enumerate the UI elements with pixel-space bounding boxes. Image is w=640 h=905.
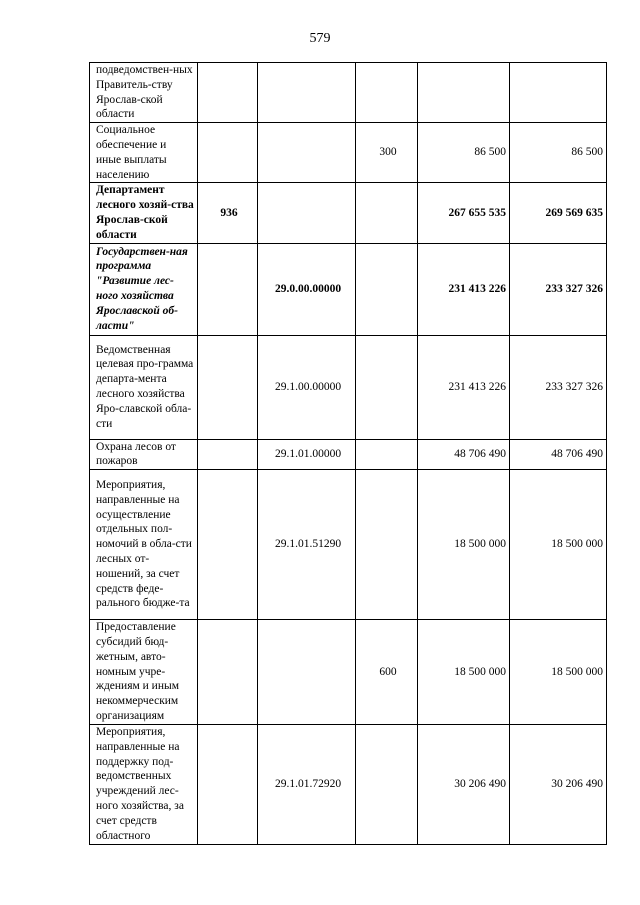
row-name: Социальное обеспечение и иные выплаты населению [90, 123, 198, 183]
row-name: Ведомственная целевая про-грамма департа-мента лесного хозяйства Яро-славской обла-сти [90, 335, 198, 439]
row-ministry-code [198, 620, 258, 725]
row-amount-2: 86 500 [510, 123, 607, 183]
row-amount-1: 30 206 490 [418, 724, 510, 844]
row-expense-type [356, 243, 418, 335]
row-amount-2: 48 706 490 [510, 439, 607, 470]
row-amount-1: 231 413 226 [418, 335, 510, 439]
row-name: Мероприятия, направленные на осуществление отдельных пол-номочий в обла-сти лесных от-ношений, за счет средств феде-рального бюдже-та [90, 470, 198, 620]
row-target-code [258, 123, 356, 183]
row-name: подведомствен-ных Правитель-ству Ярослав-ской области [90, 63, 198, 123]
budget-table [89, 62, 607, 845]
row-name: Охрана лесов от пожаров [90, 439, 198, 470]
row-expense-type [356, 724, 418, 844]
row-name: Предоставление субсидий бюд-жетным, авто-номным учре-ждениям и иным некоммерческим организациям [90, 620, 198, 725]
row-name: Государствен-ная программа "Развитие лес-ного хозяйства Ярославской об-ласти" [90, 243, 198, 335]
row-ministry-code [198, 335, 258, 439]
table-row [90, 470, 607, 620]
row-amount-1: 18 500 000 [418, 620, 510, 725]
table-row [90, 123, 607, 183]
row-target-code [258, 620, 356, 725]
row-ministry-code [198, 243, 258, 335]
row-ministry-code [198, 724, 258, 844]
row-target-code [258, 63, 356, 123]
row-amount-2: 233 327 326 [510, 335, 607, 439]
row-amount-1: 86 500 [418, 123, 510, 183]
row-expense-type [356, 63, 418, 123]
row-amount-1: 267 655 535 [418, 183, 510, 243]
row-amount-1: 18 500 000 [418, 470, 510, 620]
page-number: 579 [309, 31, 331, 46]
row-expense-type [356, 183, 418, 243]
row-target-code: 29.1.01.72920 [258, 724, 356, 844]
row-expense-type: 300 [356, 123, 418, 183]
table-row [90, 63, 607, 123]
row-amount-2: 30 206 490 [510, 724, 607, 844]
row-ministry-code [198, 439, 258, 470]
table-row [90, 439, 607, 470]
row-ministry-code [198, 123, 258, 183]
row-expense-type [356, 335, 418, 439]
row-amount-2: 233 327 326 [510, 243, 607, 335]
table-row [90, 243, 607, 335]
table-row [90, 724, 607, 844]
row-ministry-code: 936 [198, 183, 258, 243]
row-target-code: 29.0.00.00000 [258, 243, 356, 335]
row-expense-type: 600 [356, 620, 418, 725]
table-row [90, 335, 607, 439]
row-amount-1: 48 706 490 [418, 439, 510, 470]
table-row [90, 183, 607, 243]
row-ministry-code [198, 63, 258, 123]
row-amount-1: 231 413 226 [418, 243, 510, 335]
row-expense-type [356, 439, 418, 470]
row-target-code: 29.1.01.00000 [258, 439, 356, 470]
row-name: Департамент лесного хозяй-ства Ярослав-ской области [90, 183, 198, 243]
row-amount-2 [510, 63, 607, 123]
row-target-code: 29.1.00.00000 [258, 335, 356, 439]
row-expense-type [356, 470, 418, 620]
row-amount-1 [418, 63, 510, 123]
row-target-code: 29.1.01.51290 [258, 470, 356, 620]
row-name: Мероприятия, направленные на поддержку под-ведомственных учреждений лес-ного хозяйства, за счет средств областного [90, 724, 198, 844]
row-ministry-code [198, 470, 258, 620]
table-row [90, 620, 607, 725]
row-amount-2: 269 569 635 [510, 183, 607, 243]
row-amount-2: 18 500 000 [510, 620, 607, 725]
row-amount-2: 18 500 000 [510, 470, 607, 620]
row-target-code [258, 183, 356, 243]
